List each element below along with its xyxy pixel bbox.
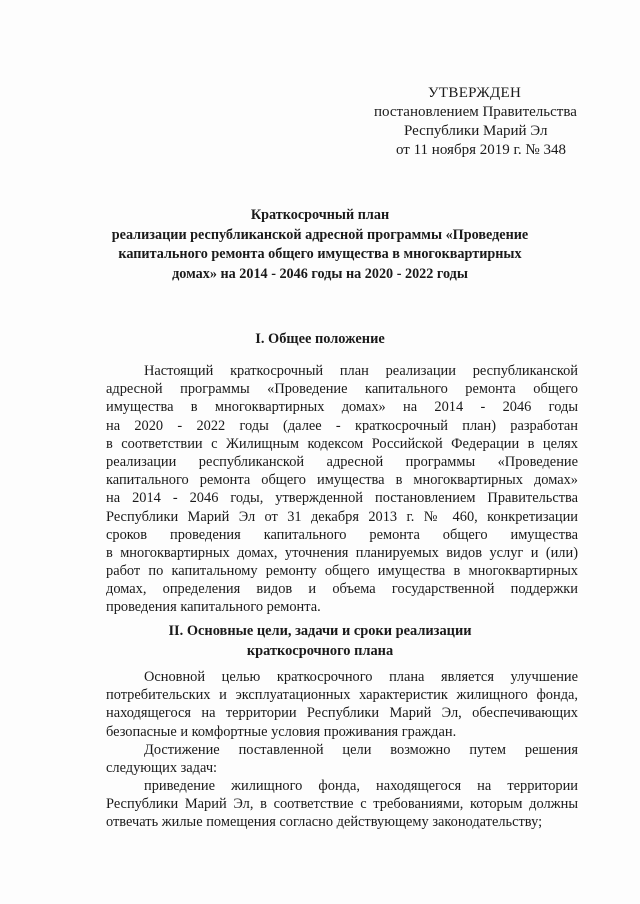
title-line: капитального ремонта общего имущества в многоквартирных <box>118 246 522 262</box>
title-line: реализации республиканской адресной программы «Проведение <box>111 226 529 243</box>
paragraph-line: Настоящий краткосрочный план реализации республиканской <box>144 363 578 379</box>
paragraph-line: Основной целью краткосрочного плана является улучшение <box>144 669 578 685</box>
paragraph-line: приведение жилищного фонда, находящегося на территории <box>144 778 578 794</box>
paragraph-line: капитального ремонта общего имущества в многоквартирных домах» <box>106 472 578 489</box>
section-1-paragraph <box>106 362 578 617</box>
paragraph-line: безопасные и комфортные условия проживания граждан. <box>106 723 457 740</box>
section-2-heading <box>100 622 540 661</box>
paragraph-line: адресной программы «Проведение капитального ремонта общего <box>106 381 578 398</box>
section-2-paragraph-goal <box>106 668 578 741</box>
paragraph-line: отвечать жилые помещения согласно действующему законодательству; <box>106 814 543 831</box>
paragraph-line: Республики Марий Эл от 31 декабря 2013 г. № 460, конкретизации <box>106 508 578 525</box>
approval-stamp <box>360 84 590 160</box>
heading-line: II. Основные цели, задачи и сроки реализации <box>168 623 472 639</box>
paragraph-line: находящегося на территории Республики Марий Эл, обеспечивающих <box>106 705 578 722</box>
paragraph-line: в многоквартирных домах, уточнения планируемых видов услуг и (или) <box>106 544 578 561</box>
paragraph-line: в соответствии с Жилищным кодексом Российской Федерации в целях <box>106 435 578 452</box>
paragraph-line: на 2020 - 2022 годы (далее - краткосрочный план) разработан <box>106 417 578 434</box>
approval-line: Республики Марий Эл <box>404 123 548 139</box>
title-line: домах» на 2014 - 2046 годы на 2020 - 2022 годы <box>172 265 468 282</box>
paragraph-line: имущества в многоквартирных домах» на 2014 - 2046 годы <box>106 399 578 416</box>
paragraph-line: Достижение поставленной цели возможно путем решения <box>144 742 578 758</box>
section-2-paragraph-task-1 <box>106 777 578 832</box>
paragraph-line: реализации республиканской адресной программы «Проведение <box>106 453 578 470</box>
approval-line: постановлением Правительства <box>374 104 577 120</box>
paragraph-line: на 2014 - 2046 годы, утвержденной постановлением Правительства <box>106 490 578 507</box>
paragraph-line: домах, определения видов и объема государственной поддержки <box>106 581 578 598</box>
approval-line: УТВЕРЖДЕН <box>428 85 522 101</box>
section-2-paragraph-tasks <box>106 741 578 777</box>
heading-line: I. Общее положение <box>255 331 385 347</box>
paragraph-line: проведения капитального ремонта. <box>106 599 321 616</box>
paragraph-line: потребительских и эксплуатационных характеристик жилищного фонда, <box>106 687 578 704</box>
approval-line: от 11 ноября 2019 г. № 348 <box>396 142 566 158</box>
document-title <box>100 206 540 284</box>
section-1-heading <box>100 330 540 350</box>
paragraph-line: работ по капитальному ремонту общего имущества в многоквартирных <box>106 563 578 580</box>
title-line: Краткосрочный план <box>250 207 390 223</box>
heading-line: краткосрочного плана <box>246 642 394 659</box>
paragraph-line: Республики Марий Эл, в соответствие с требованиями, которым должны <box>106 796 578 813</box>
paragraph-line: сроков проведения капитального ремонта общего имущества <box>106 526 578 543</box>
paragraph-line: следующих задач: <box>106 760 218 777</box>
